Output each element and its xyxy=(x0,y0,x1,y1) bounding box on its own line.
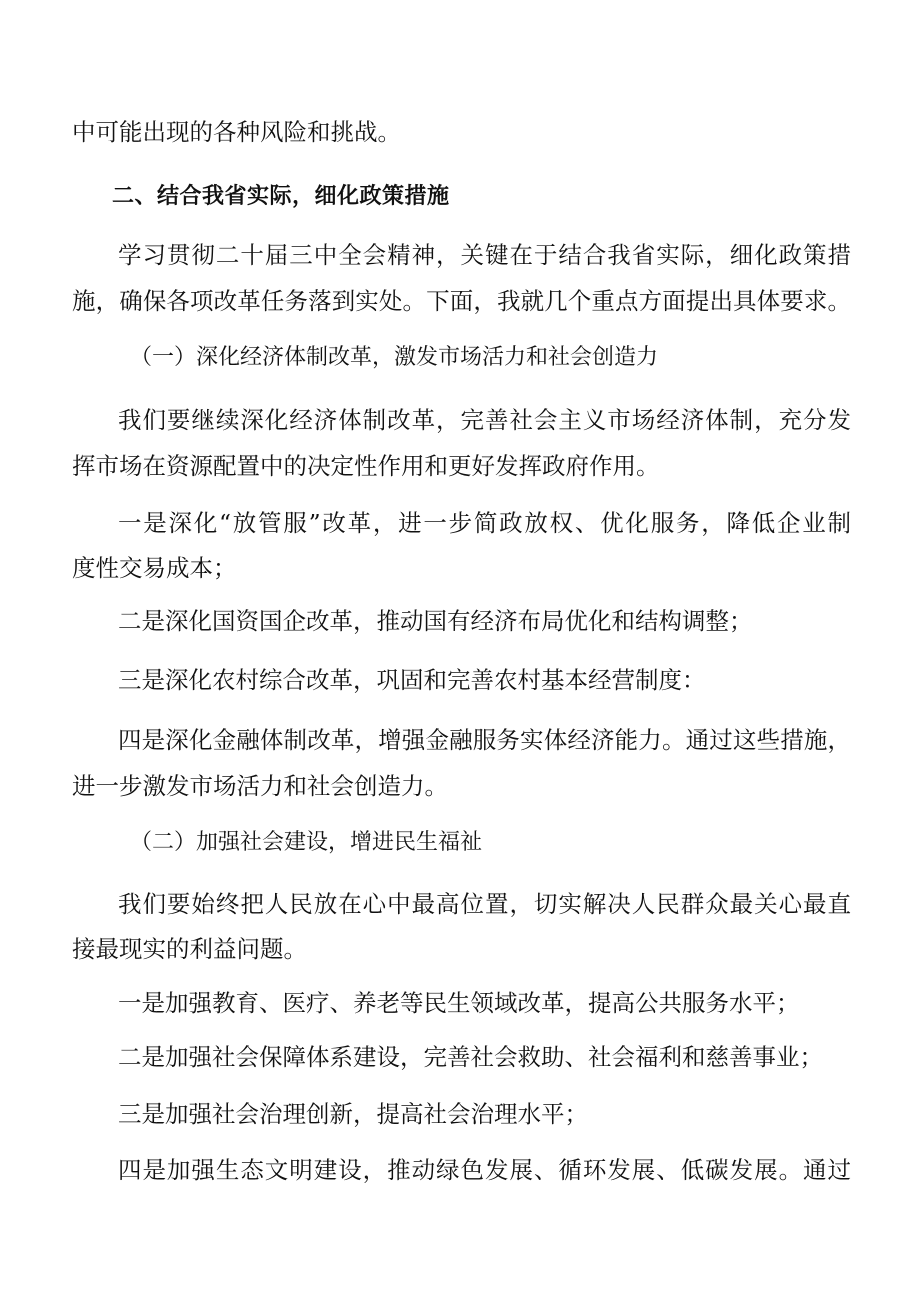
paragraph-line: 三是加强社会治理创新，提高社会治理水平； xyxy=(118,1100,588,1128)
paragraph-line: 四是深化金融体制改革，增强金融服务实体经济能力。通过这些措施， xyxy=(118,726,851,754)
section-heading: 二、结合我省实际，细化政策措施 xyxy=(112,184,450,209)
paragraph-line: 二是加强社会保障体系建设，完善社会救助、社会福利和慈善事业； xyxy=(118,1043,823,1071)
paragraph-line: 施，确保各项改革任务落到实处。下面，我就几个重点方面提出具体要求。 xyxy=(72,287,851,315)
paragraph-line: 中可能出现的各种风险和挑战。 xyxy=(72,118,401,146)
paragraph-line: 学习贯彻二十届三中全会精神，关键在于结合我省实际，细化政策措 xyxy=(118,241,851,269)
paragraph-line: 一是深化“放管服”改革，进一步简政放权、优化服务，降低企业制 xyxy=(118,509,851,537)
paragraph-line: 我们要始终把人民放在心中最高位置，切实解决人民群众最关心最直 xyxy=(118,890,851,918)
paragraph-line: 一是加强教育、医疗、养老等民生领域改革，提高公共服务水平； xyxy=(118,989,800,1017)
paragraph-line: 进一步激发市场活力和社会创造力。 xyxy=(72,772,448,800)
paragraph-line: 挥市场在资源配置中的决定性作用和更好发挥政府作用。 xyxy=(72,452,660,480)
subsection-heading: （一）深化经济体制改革，激发市场活力和社会创造力 xyxy=(130,345,659,370)
paragraph-line: 我们要继续深化经济体制改革，完善社会主义市场经济体制，充分发 xyxy=(118,406,851,434)
paragraph-line: 四是加强生态文明建设，推动绿色发展、循环发展、低碳发展。通过 xyxy=(118,1156,851,1184)
paragraph-line: 接最现实的利益问题。 xyxy=(72,935,307,963)
paragraph-line: 三是深化农村综合改革，巩固和完善农村基本经营制度： xyxy=(118,666,706,694)
paragraph-line: 二是深化国资国企改革，推动国有经济布局优化和结构调整； xyxy=(118,607,753,635)
subsection-heading: （二）加强社会建设，增进民生福祉 xyxy=(130,830,483,855)
paragraph-line: 度性交易成本； xyxy=(72,554,237,582)
